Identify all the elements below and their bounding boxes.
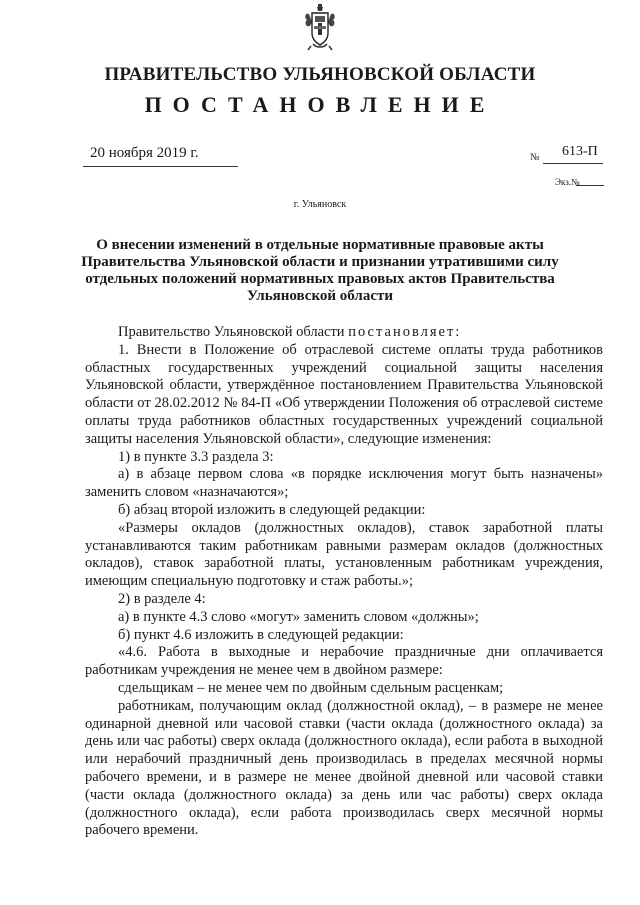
paragraph-3: а) в абзаце первом слова «в порядке исключения могут быть назначены» заменить словом «назначаются»;	[85, 466, 603, 501]
coat-of-arms-icon	[303, 2, 337, 54]
government-title: ПРАВИТЕЛЬСТВО УЛЬЯНОВСКОЙ ОБЛАСТИ	[104, 64, 536, 85]
paragraph-8: б) пункт 4.6 изложить в следующей редакции:	[118, 626, 404, 643]
paragraph-9: «4.6. Работа в выходные и нерабочие праздничные дни оплачивается работникам учреждения не менее чем в двойном размере:	[85, 644, 603, 679]
document-subject: О внесении изменений в отдельные нормативные правовые акты Правительства Ульяновской области и признании утратившими силу отдельных положений нормативных правовых актов Правительства Ульяновской области	[81, 237, 559, 304]
paragraph-4: б) абзац второй изложить в следующей редакции:	[118, 501, 426, 518]
paragraph-2: 1) в пункте 3.3 раздела 3:	[118, 448, 274, 465]
city: г. Ульяновск	[293, 199, 347, 210]
document-number: 613-П	[562, 144, 598, 159]
document-type: ПОСТАНОВЛЕНИЕ	[144, 92, 496, 117]
document-date: 20 ноября 2019 г.	[90, 145, 199, 161]
intro-paragraph	[85, 324, 603, 342]
copy-number-underline	[576, 185, 604, 186]
intro-lead: Правительство Ульяновской области	[118, 324, 349, 340]
paragraph-1: 1. Внести в Положение об отраслевой системе оплаты труда работников областных государственных учреждений социальной защиты населения Ульяновской области, утверждённое постановлением Правительства Ульяновской области от 28.02.2012 № 84-П «Об утверждении Положения об отраслевой системе оплаты труда работников областных государственных учреждений социальной защиты населения Ульяновской области», следующие изменения:	[85, 341, 603, 447]
paragraph-7: а) в пункте 4.3 слово «могут» заменить словом «должны»;	[118, 608, 479, 625]
paragraph-5: «Размеры окладов (должностных окладов), ставок заработной платы устанавливаются таким работникам равными размерам окладов (должностных окладов), ставок заработной платы, установленным работникам учреждения, имеющим специальную подготовку и стаж работы.»;	[85, 519, 603, 590]
copy-number-label: Экз.№	[555, 177, 580, 187]
document-body	[85, 324, 603, 840]
date-underline	[83, 166, 238, 167]
paragraph-6: 2) в разделе 4:	[118, 590, 206, 607]
number-underline	[543, 163, 603, 164]
paragraph-10: сдельщикам – не менее чем по двойным сдельным расценкам;	[118, 679, 504, 696]
paragraph-11: работникам, получающим оклад (должностной оклад), – в размере не менее одинарной дневной или часовой ставки (части оклада (должностного оклада) за день или час работы) сверх оклада (должностного оклада), если работа в выходной или нерабочий праздничный день производилась в пределах месячной нормы рабочего времени, и в размере не менее двойной дневной или часовой ставки (части оклада (должностного оклада) за день или час работы) сверх оклада (должностного оклада), если работа производилась сверх месячной нормы рабочего времени.	[85, 697, 603, 839]
number-label: №	[530, 152, 540, 163]
intro-decree-word: постановляет:	[348, 324, 462, 340]
